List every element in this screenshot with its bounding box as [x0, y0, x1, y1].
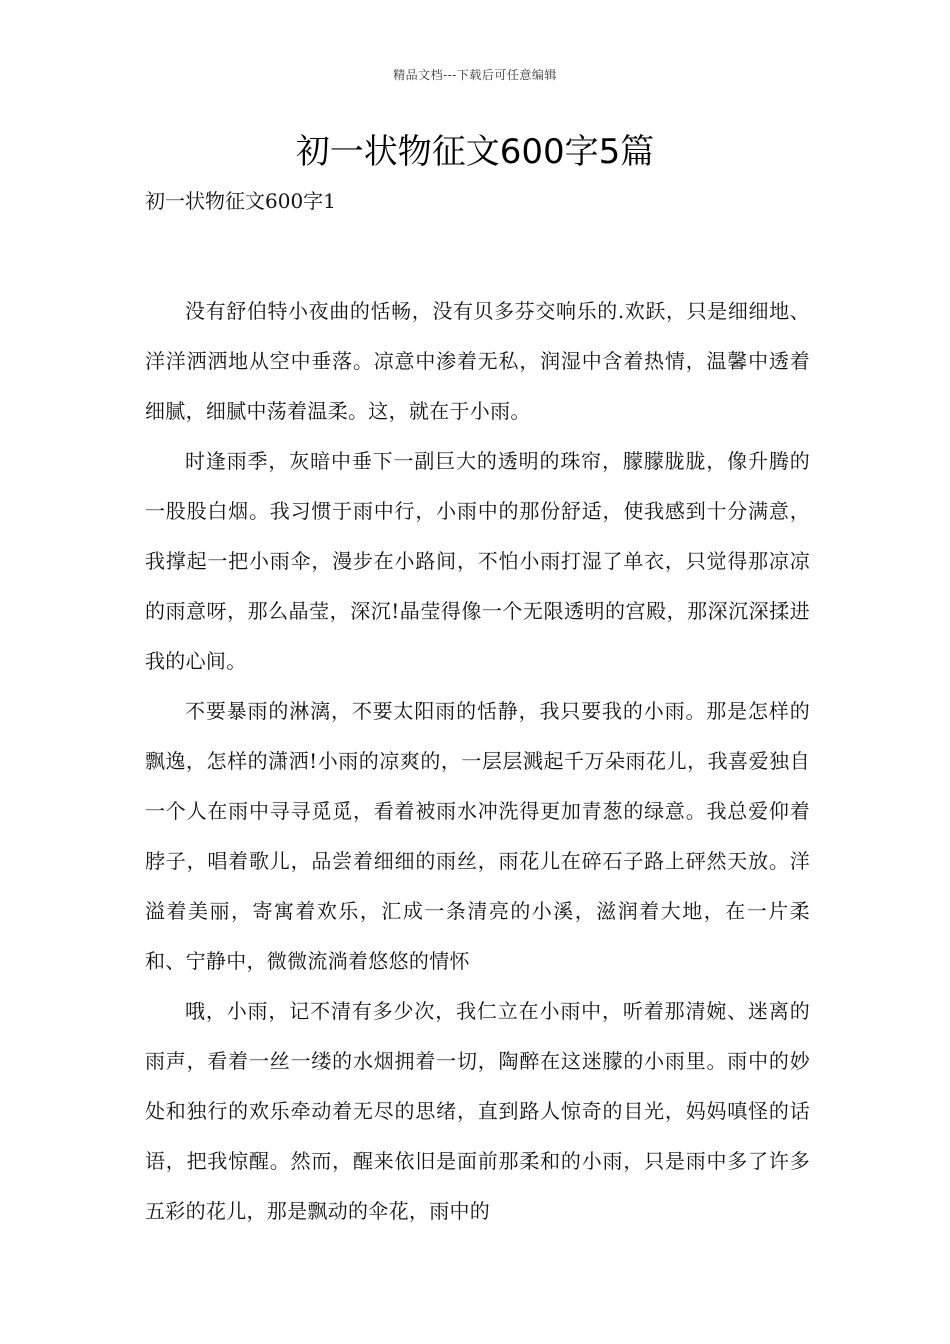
paragraph-2: 时逢雨季，灰暗中垂下一副巨大的透明的珠帘，朦朦胧胧，像升腾的一股股白烟。我习惯于雨中行，小雨中的那份舒适，使我感到十分满意，我撑起一把小雨伞，漫步在小路间，不怕小雨打湿了单衣，只觉得那凉凉的雨意呀，那么晶莹，深沉!晶莹得像一个无限透明的宫殿，那深沉深揉进我的心间。 — [145, 449, 810, 673]
paragraph-4: 哦，小雨，记不清有多少次，我仁立在小雨中，听着那清婉、迷离的雨声，看着一丝一缕的水烟拥着一切，陶醉在这迷朦的小雨里。雨中的妙处和独行的欢乐牵动着无尽的思绪，直到路人惊奇的目光，妈妈嗔怪的话语，把我惊醒。然而，醒来依旧是面前那柔和的小雨，只是雨中多了许多五彩的花儿，那是飘动的伞花，雨中的 — [145, 999, 810, 1223]
essay-body — [145, 286, 810, 1236]
paragraph-3: 不要暴雨的淋漓，不要太阳雨的恬静，我只要我的小雨。那是怎样的飘逸，怎样的潇洒!小雨的凉爽的，一层层溅起千万朵雨花儿，我喜爱独自一个人在雨中寻寻觅觅，看着被雨水冲洗得更加青葱的绿意。我总爱仰着脖子，唱着歌儿，品尝着细细的雨丝，雨花儿在碎石子路上砰然天放。洋溢着美丽，寄寓着欢乐，汇成一条清亮的小溪，滋润着大地，在一片柔和、宁静中，微微流淌着悠悠的情怀 — [145, 699, 810, 973]
document-title: 初一状物征文600字5篇 — [295, 132, 655, 172]
section-title: 初一状物征文600字1 — [145, 189, 336, 213]
paragraph-1: 没有舒伯特小夜曲的恬畅，没有贝多芬交响乐的.欢跃，只是细细地、洋洋洒洒地从空中垂落。凉意中渗着无私，润湿中含着热情，温馨中透着细腻，细腻中荡着温柔。这，就在于小雨。 — [145, 299, 810, 423]
header-note: 精品文档---下载后可任意编辑 — [393, 68, 557, 82]
